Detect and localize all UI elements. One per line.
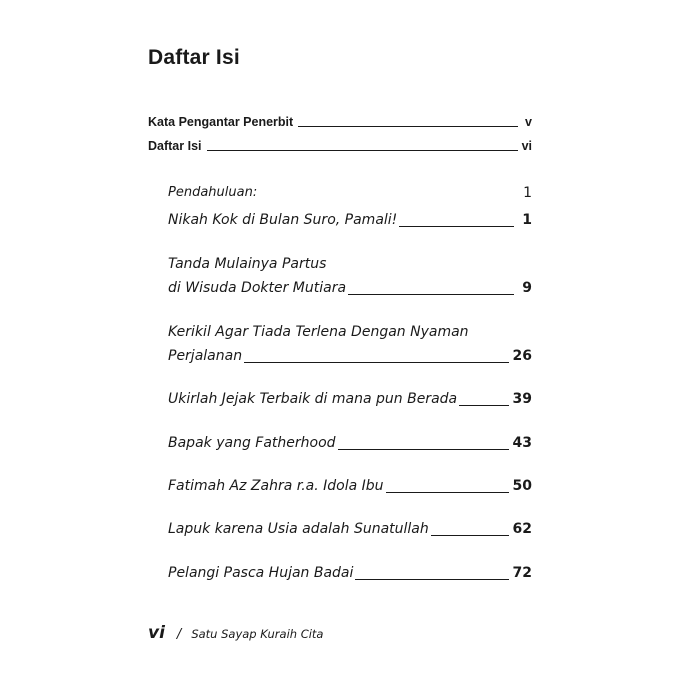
leader-line	[431, 535, 509, 536]
toc-entry-title-line1: Kerikil Agar Tiada Terlena Dengan Nyaman	[168, 324, 469, 340]
toc-front-title: Daftar Isi	[148, 139, 202, 153]
leader-line	[244, 362, 508, 363]
toc-entry	[168, 320, 532, 368]
footer-separator: /	[176, 627, 182, 642]
leader-line	[399, 226, 514, 227]
toc-front-title: Kata Pengantar Penerbit	[148, 115, 294, 129]
toc-entry-page: 9	[522, 280, 532, 296]
toc-front-item	[148, 114, 532, 130]
leader-line	[459, 405, 508, 406]
toc-entry-title: Nikah Kok di Bulan Suro, Pamali!	[168, 212, 398, 228]
toc-entry-title: Fatimah Az Zahra r.a. Idola Ibu	[168, 478, 384, 494]
running-book-title: Satu Sayap Kuraih Cita	[191, 627, 324, 641]
toc-entry-title: Perjalanan	[168, 348, 243, 364]
toc-entry	[168, 431, 532, 455]
toc-entry-page: 72	[512, 565, 532, 581]
leader-line	[386, 492, 509, 493]
toc-entry-page: 62	[512, 521, 532, 537]
toc-entry-title: Pendahuluan:	[168, 185, 258, 200]
toc-entry-title: Lapuk karena Usia adalah Sunatullah	[168, 521, 429, 537]
toc-entry-title: di Wisuda Dokter Mutiara	[168, 280, 347, 296]
leader-line	[355, 579, 508, 580]
toc-front-page: vi	[521, 139, 532, 153]
toc-entry-page: 39	[512, 391, 532, 407]
leader-line	[207, 150, 518, 151]
toc-front-item	[148, 138, 532, 154]
leader-line	[298, 126, 518, 127]
page-title: Daftar Isi	[148, 46, 240, 69]
toc-front-page: v	[525, 115, 532, 129]
toc-entry	[168, 208, 532, 232]
toc-entry-title: Bapak yang Fatherhood	[168, 435, 336, 451]
toc-entry-title: Pelangi Pasca Hujan Badai	[168, 565, 354, 581]
toc-entry	[168, 517, 532, 541]
toc-entry	[168, 252, 532, 300]
toc-entry-title: Ukirlah Jejak Terbaik di mana pun Berada	[168, 391, 458, 407]
toc-entry-page: 1	[522, 212, 532, 228]
leader-line	[338, 449, 509, 450]
toc-entry-page: 26	[512, 348, 532, 364]
toc-entry	[168, 181, 532, 205]
page-folio: vi	[148, 623, 165, 643]
toc-entry-page: 1	[523, 185, 532, 201]
toc-entry-page: 43	[512, 435, 532, 451]
toc-entry-page: 50	[512, 478, 532, 494]
toc-entry-title-line1: Tanda Mulainya Partus	[168, 256, 327, 272]
toc-entry	[168, 474, 532, 498]
leader-line	[348, 294, 514, 295]
toc-entry	[168, 387, 532, 411]
page-footer	[148, 623, 323, 643]
toc-entry	[168, 561, 532, 585]
